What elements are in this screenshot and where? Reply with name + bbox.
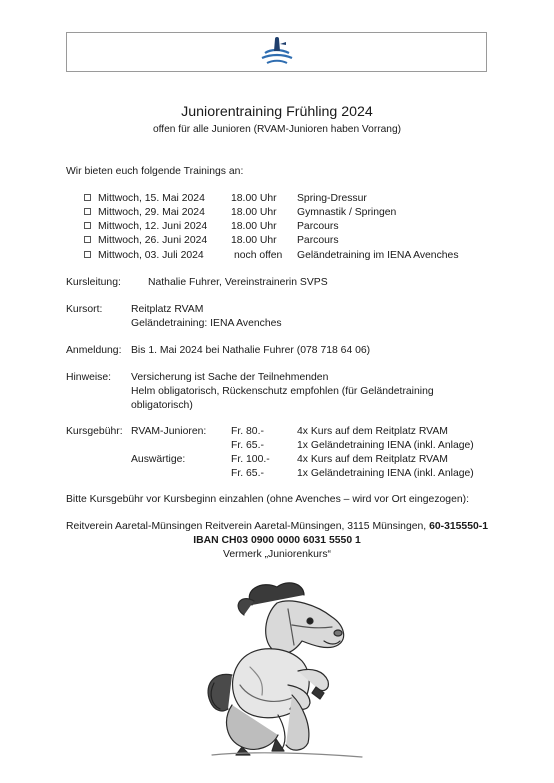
- bank-holder: Reitverein Aaretal-Münsingen Reitverein Aaretal-Münsingen, 3115 Münsingen,: [65, 521, 430, 532]
- training-time: 18.00 Uhr: [231, 207, 277, 218]
- checkbox-icon: [84, 235, 91, 246]
- fee-price: Fr. 100.-: [231, 454, 270, 465]
- training-date: Mittwoch, 26. Juni 2024: [98, 235, 208, 246]
- training-type: Parcours: [297, 235, 339, 246]
- fee-description: 4x Kurs auf dem Reitplatz RVAM: [297, 426, 448, 437]
- payment-note: Bitte Kursgebühr vor Kursbeginn einzahlen (ohne Avenches – wird vor Ort eingezogen):: [66, 494, 469, 505]
- checkbox-icon: [84, 250, 91, 261]
- training-date: Mittwoch, 12. Juni 2024: [98, 221, 208, 232]
- hinweise-line3: obligatorisch): [131, 400, 193, 411]
- rider-logo-icon: [259, 36, 295, 70]
- checkbox-icon: [84, 207, 91, 218]
- page-subtitle: offen für alle Junioren (RVAM-Junioren haben Vorrang): [152, 124, 402, 135]
- training-type: Parcours: [297, 221, 339, 232]
- fee-description: 1x Geländetraining IENA (inkl. Anlage): [297, 468, 474, 479]
- anmeldung-label: Anmeldung:: [66, 345, 122, 356]
- kursleitung-label: Kursleitung:: [66, 277, 121, 288]
- kursort-label: Kursort:: [66, 304, 103, 315]
- header-logo-box: [66, 32, 487, 72]
- checkbox-icon: [84, 221, 91, 232]
- bank-vermerk: Vermerk „Juniorenkurs“: [223, 549, 331, 560]
- hinweise-line2: Helm obligatorisch, Rückenschutz empfohlen (für Geländetraining: [131, 386, 434, 397]
- kursort-line1: Reitplatz RVAM: [131, 304, 204, 315]
- fee-price: Fr. 65.-: [231, 440, 264, 451]
- training-time: 18.00 Uhr: [231, 221, 277, 232]
- checkbox-icon: [84, 193, 91, 204]
- fee-group-name: Auswärtige:: [131, 454, 186, 465]
- training-time: 18.00 Uhr: [231, 193, 277, 204]
- kursort-line2: Geländetraining: IENA Avenches: [131, 318, 282, 329]
- intro-text: Wir bieten euch folgende Trainings an:: [66, 166, 244, 177]
- training-date: Mittwoch, 29. Mai 2024: [98, 207, 205, 218]
- hinweise-line1: Versicherung ist Sache der Teilnehmenden: [131, 372, 329, 383]
- fee-description: 4x Kurs auf dem Reitplatz RVAM: [297, 454, 448, 465]
- training-type: Geländetraining im IENA Avenches: [297, 250, 459, 261]
- fee-price: Fr. 80.-: [231, 426, 264, 437]
- bank-iban: IBAN CH03 0900 0000 6031 5550 1: [193, 535, 361, 546]
- training-date: Mittwoch, 15. Mai 2024: [98, 193, 205, 204]
- bank-line: [0, 521, 554, 532]
- pony-cartoon-icon: [192, 575, 372, 760]
- training-time: noch offen: [234, 250, 283, 261]
- fee-price: Fr. 65.-: [231, 468, 264, 479]
- training-time: 18.00 Uhr: [231, 235, 277, 246]
- fee-group-name: RVAM-Junioren:: [131, 426, 207, 437]
- page-title: Juniorentraining Frühling 2024: [181, 104, 373, 120]
- kursleitung-value: Nathalie Fuhrer, Vereinstrainerin SVPS: [148, 277, 328, 288]
- training-type: Spring-Dressur: [297, 193, 367, 204]
- hinweise-label: Hinweise:: [66, 372, 112, 383]
- training-type: Gymnastik / Springen: [297, 207, 397, 218]
- bank-account: 60-315550-1: [429, 521, 489, 532]
- fee-description: 1x Geländetraining IENA (inkl. Anlage): [297, 440, 474, 451]
- kursgebuehr-label: Kursgebühr:: [66, 426, 123, 437]
- training-date: Mittwoch, 03. Juli 2024: [98, 250, 204, 261]
- anmeldung-value: Bis 1. Mai 2024 bei Nathalie Fuhrer (078 718 64 06): [131, 345, 371, 356]
